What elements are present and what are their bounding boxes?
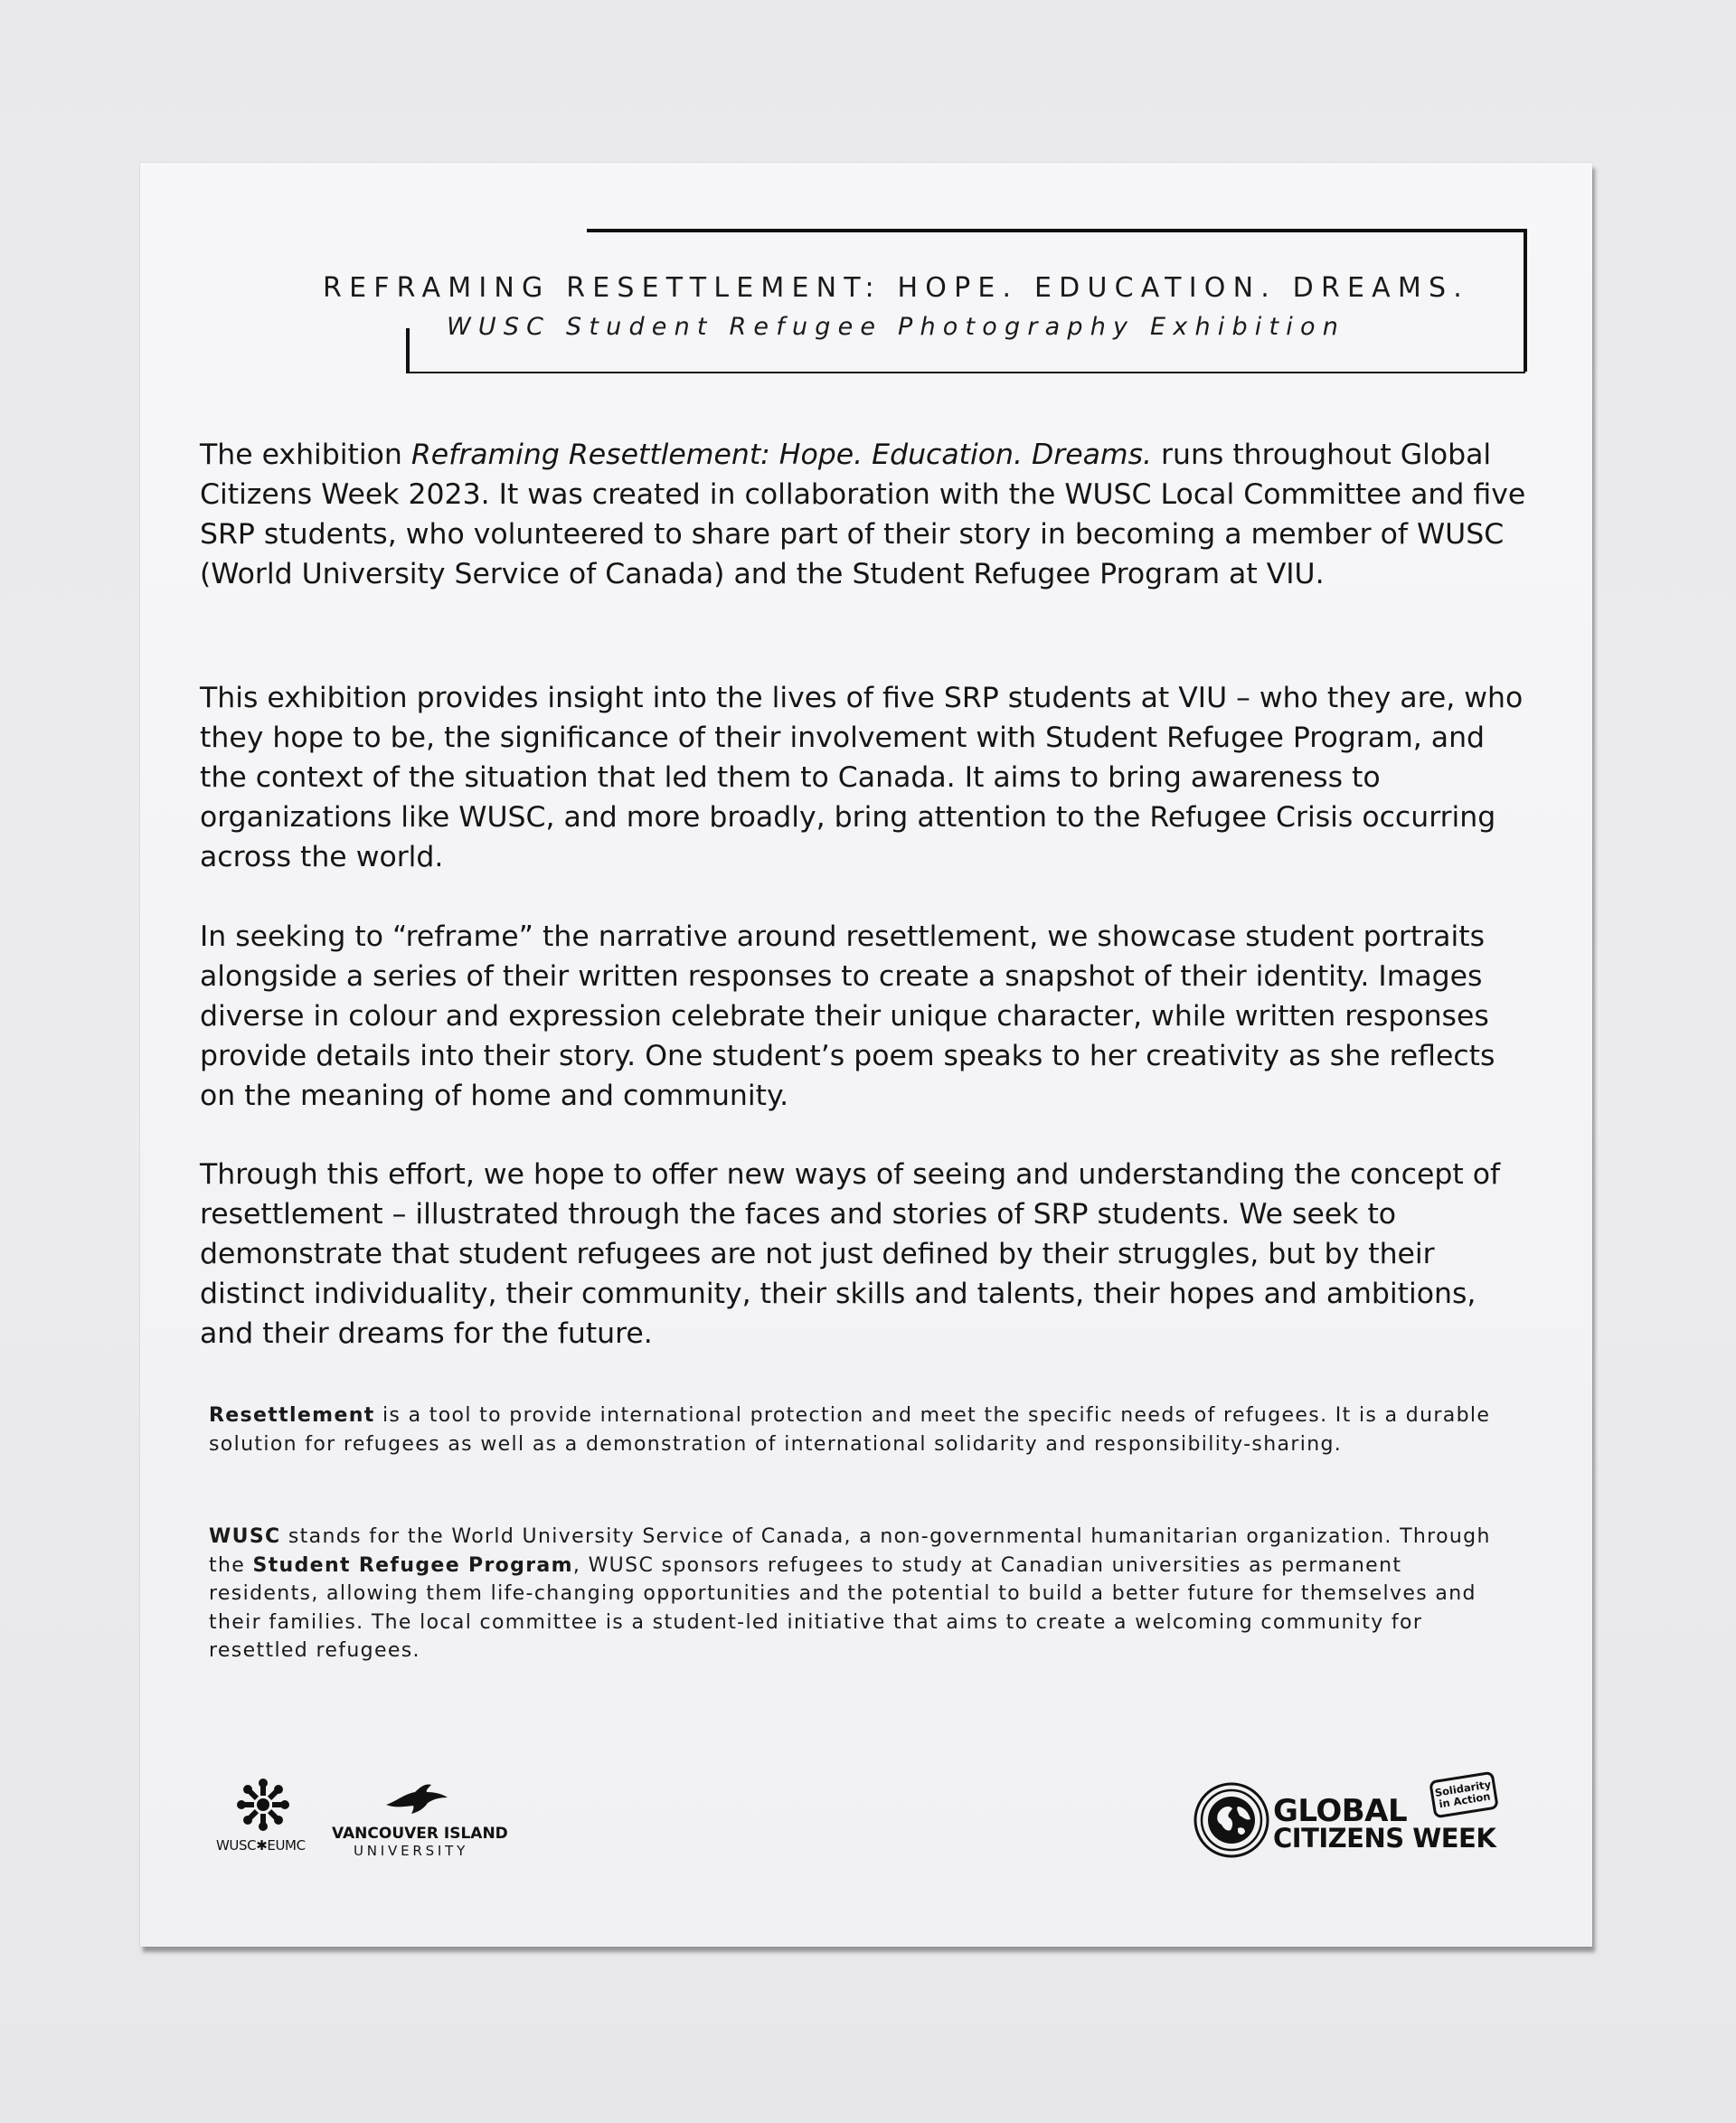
wusc-term: WUSC	[209, 1525, 281, 1548]
wusc-definition-text-1: stands for the World University Service of Canada, a non-governmental humanitarian organization. Through the	[209, 1525, 1491, 1577]
paragraph-reframe: In seeking to “reframe” the narrative around resettlement, we showcase student portraits alongside a series of their written responses to create a snapshot of their identity. Images diverse in colour and expression celebrate their unique character, while written responses provide details into their story. One student’s poem speaks to her creativity as she reflects on the meaning of home and community.	[200, 920, 1495, 1112]
intro-text-start: The exhibition	[200, 439, 411, 471]
intro-exhibition-name: Reframing Resettlement: Hope. Education. Dreams.	[410, 439, 1153, 471]
viu-logo-subname: UNIVERSITY	[354, 1843, 469, 1859]
title-frame	[265, 229, 1527, 373]
paragraph-effort: Through this effort, we hope to offer new ways of seeing and understanding the concept of resettlement – illustrated through the faces and stories of SRP students. We seek to demonstrate that student refugees are not just defined by their struggles, but by their distinct individuality, their community, their skills and talents, their hopes and ambitions, and their dreams for the future.	[200, 1158, 1501, 1350]
paragraph-insight: This exhibition provides insight into the lives of five SRP students at VIU – who they are, who they hope to be, the significance of their involvement with Student Refugee Program, and the context of the situation that led them to Canada. It aims to bring awareness to organizations like WUSC, and more broadly, bring attention to the Refugee Crisis occurring across the world.	[200, 682, 1524, 873]
solidarity-badge: Solidarity in Action	[1429, 1771, 1499, 1819]
resettlement-definition-text: is a tool to provide international protection and meet the specific needs of refugees. It is a durable solution for refugees as well as a demonstration of international solidarity and responsibility-sharing.	[209, 1404, 1491, 1456]
paragraph-intro	[200, 435, 1538, 594]
exhibition-title: REFRAMING RESETTLEMENT: HOPE. EDUCATION. DREAMS.	[323, 272, 1469, 304]
viu-logo-icon	[384, 1781, 449, 1817]
gcw-logo-line1: GLOBAL	[1273, 1793, 1408, 1829]
definition-resettlement	[209, 1401, 1511, 1458]
gcw-logo-line2: CITIZENS WEEK	[1273, 1823, 1496, 1854]
wusc-logo-label: WUSC✱EUMC	[216, 1837, 306, 1854]
viu-logo-name: VANCOUVER ISLAND	[332, 1825, 508, 1843]
exhibition-subtitle: WUSC Student Refugee Photography Exhibition	[446, 313, 1346, 341]
intro-text-end: runs throughout Global Citizens Week 2023. It was created in collaboration with the WUSC Local Committee and five SRP students, who volunteered to share part of their story in becoming a member of WUSC (World University Service of Canada) and the Student Refugee Program at VIU.	[200, 439, 1526, 590]
exhibition-sign-board	[140, 163, 1592, 1947]
wusc-definition-text-2: , WUSC sponsors refugees to study at Canadian universities as permanent residents, allowing them life-changing opportunities and the potential to build a better future for themselves and their families. The local committee is a student-led initiative that aims to create a welcoming community for resettled refugees.	[209, 1553, 1477, 1662]
resettlement-term: Resettlement	[209, 1404, 375, 1427]
student-refugee-program-term: Student Refugee Program	[252, 1553, 573, 1577]
definition-wusc	[209, 1523, 1511, 1665]
wusc-logo-icon	[232, 1775, 294, 1835]
globe-logo-icon	[1191, 1779, 1272, 1861]
